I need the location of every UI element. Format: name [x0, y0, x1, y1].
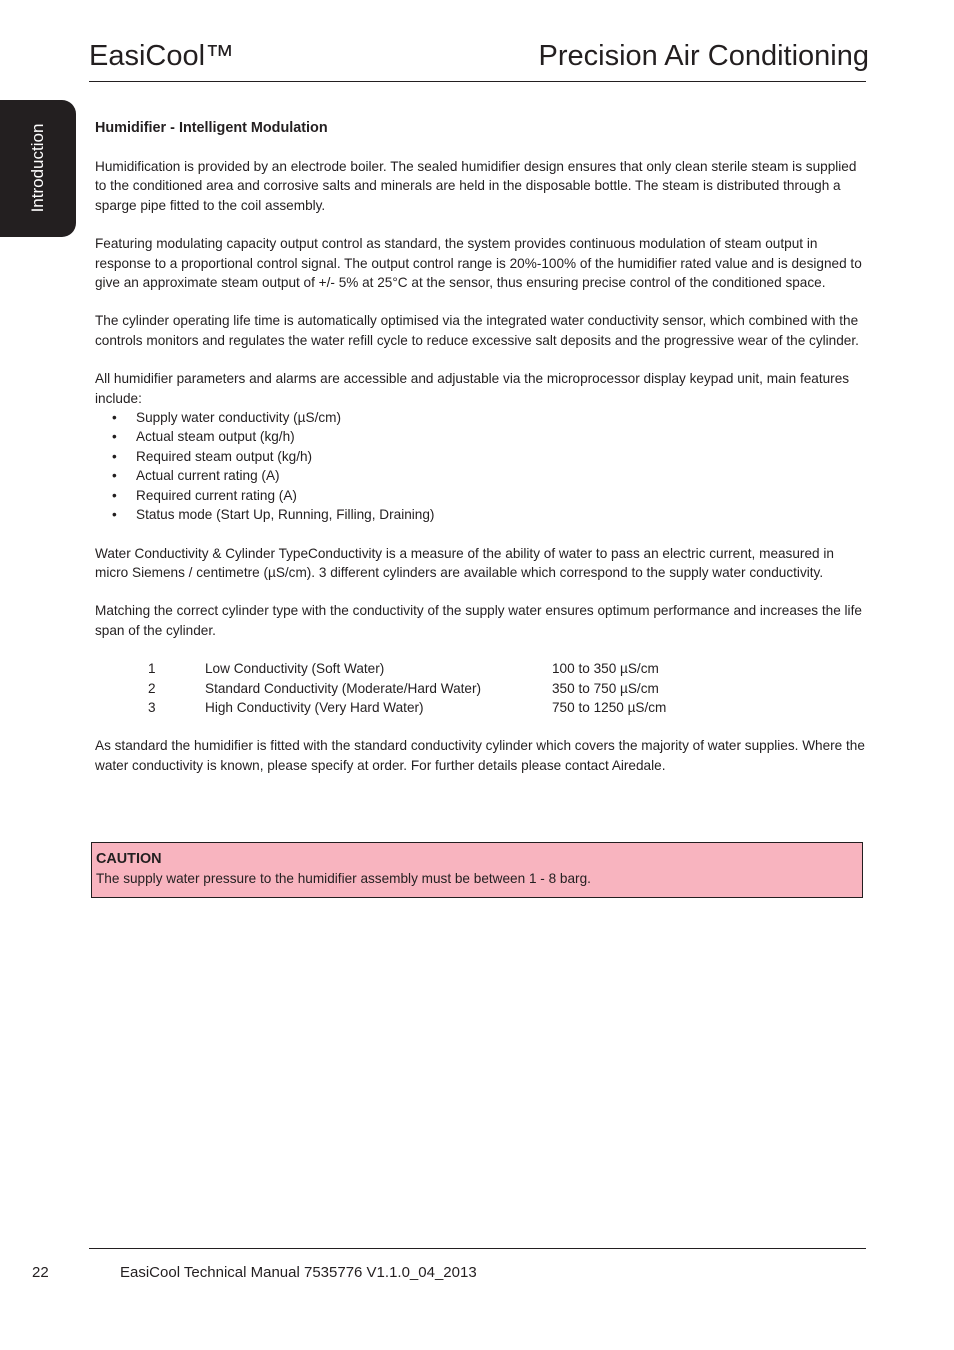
caution-box: [91, 842, 863, 898]
caution-text: The supply water pressure to the humidifier assembly must be between 1 - 8 barg.: [96, 871, 591, 886]
cylinder-range: 350 to 750 µS/cm: [552, 680, 659, 696]
footer-doc-title: EasiCool Technical Manual 7535776 V1.1.0_04_2013: [120, 1264, 477, 1281]
cylinder-number: 3: [148, 699, 156, 715]
table-row: [148, 698, 666, 717]
feature-list: [95, 408, 865, 524]
paragraph-modulation: Featuring modulating capacity output control as standard, the system provides continuous modulation of steam output in response to a proportional control signal. The output control range is 20%-100% of the humidifier rated value and is designed to give an approximate steam output of +/- 5% at 25°C at the sensor, thus ensuring precise control of the conditioned space.: [95, 236, 862, 291]
list-item: • Status mode (Start Up, Running, Filling, Draining): [95, 505, 865, 524]
list-item: • Supply water conductivity (µS/cm): [95, 408, 865, 427]
main-content: [95, 118, 865, 794]
header-section-title: Precision Air Conditioning: [538, 40, 869, 72]
list-item: • Required current rating (A): [95, 486, 865, 505]
cylinder-range: 100 to 350 µS/cm: [552, 661, 659, 677]
section-heading: Humidifier - Intelligent Modulation: [95, 120, 328, 136]
list-item: • Actual current rating (A): [95, 466, 865, 485]
cylinder-number: 2: [148, 680, 156, 696]
paragraph-conductivity: Water Conductivity & Cylinder TypeConductivity is a measure of the ability of water to pass an electric current, measured in micro Siemens / centimetre (µS/cm). 3 different cylinders are available which correspond to the supply water conductivity.: [95, 545, 834, 580]
list-item: • Actual steam output (kg/h): [95, 427, 865, 446]
list-item: • Required steam output (kg/h): [95, 447, 865, 466]
cylinder-type: High Conductivity (Very Hard Water): [205, 699, 424, 715]
cylinder-number: 1: [148, 661, 156, 677]
cylinder-type: Low Conductivity (Soft Water): [205, 661, 385, 677]
cylinder-type: Standard Conductivity (Moderate/Hard Water): [205, 680, 482, 696]
side-tab-label: Introduction: [28, 123, 47, 213]
footer-divider: [89, 1248, 866, 1249]
cylinder-range: 750 to 1250 µS/cm: [552, 699, 667, 715]
page-number: 22: [32, 1264, 49, 1281]
paragraph-cylinder-life: The cylinder operating life time is automatically optimised via the integrated water conductivity sensor, which combined with the controls monitors and regulates the water refill cycle to reduce excessive salt deposits and the progressive wear of the cylinder.: [95, 313, 859, 348]
paragraph-matching: Matching the correct cylinder type with the conductivity of the supply water ensures optimum performance and increases the life span of the cylinder.: [95, 603, 862, 638]
paragraph-electrode-boiler: Humidification is provided by an electrode boiler. The sealed humidifier design ensures that only clean sterile steam is supplied to the conditioned area and corrosive salts and minerals are held in the disposable bottle. The steam is distributed through a sparge pipe fitted to the coil assembly.: [95, 159, 857, 213]
table-row: [148, 659, 666, 678]
header-brand-title: EasiCool™: [89, 40, 235, 72]
cylinder-table: [148, 659, 666, 717]
table-row: [148, 679, 666, 698]
paragraph-closing: As standard the humidifier is fitted with the standard conductivity cylinder which covers the majority of water supplies. Where the water conductivity is known, please specify at order. For further details please contact Airedale.: [95, 738, 865, 773]
paragraph-features-intro: All humidifier parameters and alarms are accessible and adjustable via the microprocessor display keypad unit, main features include:: [95, 371, 850, 406]
header-divider: [89, 81, 866, 82]
caution-title: CAUTION: [96, 851, 162, 867]
